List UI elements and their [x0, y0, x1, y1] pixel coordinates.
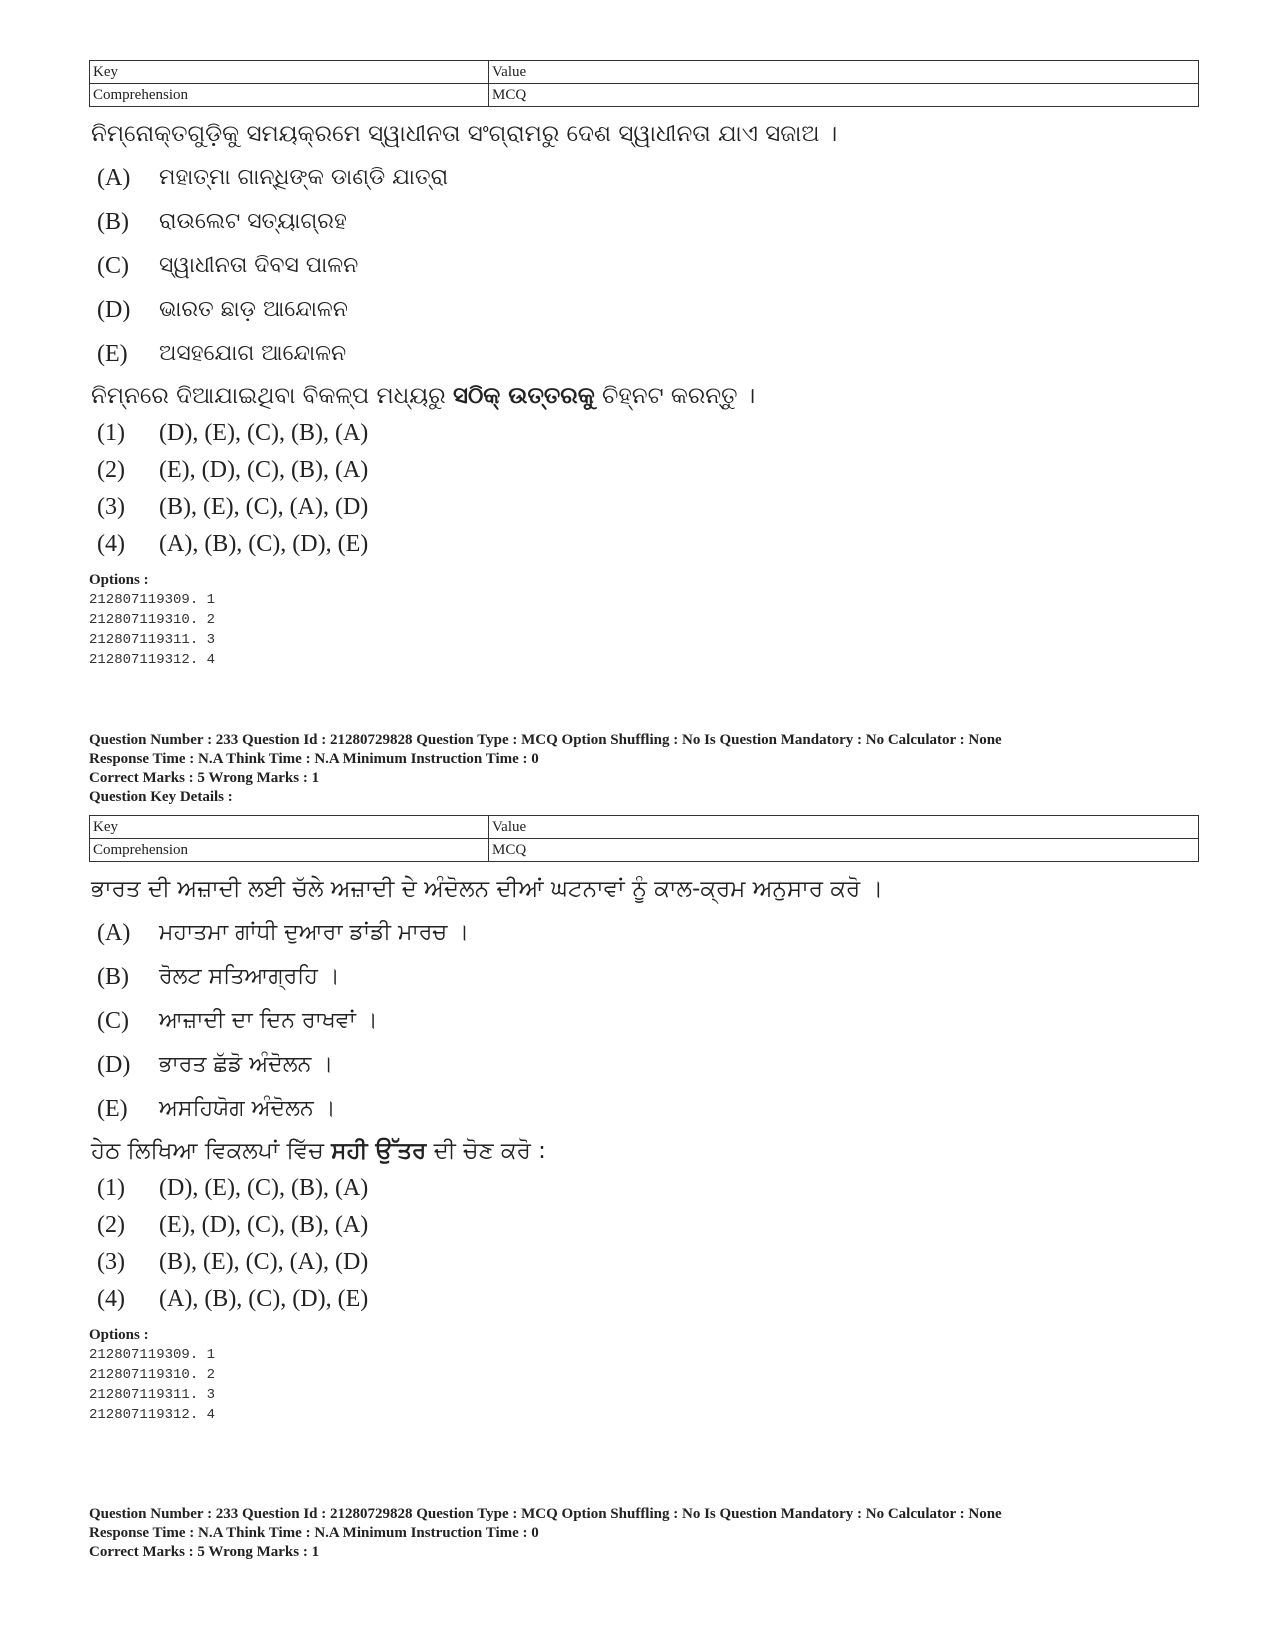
- options-heading: Options :: [89, 572, 149, 588]
- answer-text: (B), (E), (C), (A), (D): [159, 1249, 369, 1275]
- option-id: 212807119310. 2: [89, 612, 216, 628]
- item-text: ਭਾਰਤ ਛੱਡੋ ਅੰਦੋਲਨ ।: [159, 1052, 334, 1077]
- question-meta: [89, 1505, 1199, 1562]
- question-key-table: [89, 815, 1199, 862]
- item-label: (E): [97, 1096, 128, 1122]
- item-label: (D): [97, 297, 131, 323]
- answer-text: (A), (B), (C), (D), (E): [159, 531, 369, 557]
- answer-label: (2): [97, 1212, 125, 1238]
- option-id: 212807119311. 3: [89, 1387, 216, 1403]
- answer-text: (A), (B), (C), (D), (E): [159, 1286, 369, 1312]
- answer-label: (3): [97, 1249, 125, 1275]
- item-text: ମହାତ୍ମା ଗାନ୍ଧିଙ୍କ ଡାଣ୍ଡି ଯାତ୍ରା: [159, 165, 449, 190]
- instruction-post: ਦੀ ਚੋਣ ਕਰੋ :: [426, 1138, 546, 1164]
- answer-label: (1): [97, 1175, 125, 1201]
- answer-label: (4): [97, 1286, 125, 1312]
- item-label: (C): [97, 253, 129, 279]
- table-key-header: Key: [90, 61, 489, 84]
- option-id: 212807119311. 3: [89, 632, 216, 648]
- table-value-header: Value: [489, 61, 1199, 84]
- answer-choice: [97, 418, 1199, 448]
- answer-text: (E), (D), (C), (B), (A): [159, 457, 369, 483]
- instruction-bold: ਸਹੀ ਉੱਤਰ: [331, 1138, 427, 1164]
- question-text: ਭਾਰਤ ਦੀ ਅਜ਼ਾਦੀ ਲਈ ਚੱਲੇ ਅਜ਼ਾਦੀ ਦੇ ਅੰਦੋਲਨ ਦੀਆਂ ਘਟਨਾਵਾਂ ਨੂੰ ਕਾਲ-ਕ੍ਰਮ ਅਨੁਸਾਰ ਕਰੋ ।: [91, 876, 884, 902]
- table-value-cell: MCQ: [489, 839, 1199, 862]
- list-item: [97, 163, 1199, 193]
- table-value-header: Value: [489, 816, 1199, 839]
- answer-choice: [97, 1210, 1199, 1240]
- answer-label: (2): [97, 457, 125, 483]
- item-text: ସ୍ୱାଧୀନତା ଦିବସ ପାଳନ: [159, 253, 359, 278]
- item-text: ରାଉଲେଟ ସତ୍ୟାଗ୍ରହ: [159, 209, 347, 234]
- item-text: ଭାରତ ଛାଡ଼ ଆନ୍ଦୋଳନ: [159, 297, 348, 322]
- item-label: (D): [97, 1052, 131, 1078]
- answer-text: (E), (D), (C), (B), (A): [159, 1212, 369, 1238]
- option-id: 212807119312. 4: [89, 652, 216, 668]
- table-key-cell: Comprehension: [90, 839, 489, 862]
- meta-line: Question Number : 233 Question Id : 21280729828 Question Type : MCQ Option Shuffling : No Is Question Mandatory : No Calculator : None: [89, 732, 1002, 748]
- options-heading: Options :: [89, 1327, 149, 1343]
- item-label: (C): [97, 1008, 129, 1034]
- option-id: 212807119309. 1: [89, 1347, 216, 1363]
- item-text: ਰੋਲਟ ਸਤਿਆਗ੍ਰਹਿ ।: [159, 964, 340, 989]
- question-block-punjabi: [89, 815, 1199, 1425]
- table-key-cell: Comprehension: [90, 84, 489, 107]
- meta-line: Response Time : N.A Think Time : N.A Minimum Instruction Time : 0: [89, 751, 539, 767]
- answer-text: (B), (E), (C), (A), (D): [159, 494, 369, 520]
- answer-choice: [97, 1173, 1199, 1203]
- instruction-post: ଚିହ୍ନଟ କରନ୍ତୁ ।: [594, 383, 756, 409]
- answer-text: (D), (E), (C), (B), (A): [159, 420, 369, 446]
- list-item: [97, 1094, 1199, 1124]
- answer-choice: [97, 492, 1199, 522]
- list-item: [97, 295, 1199, 325]
- item-label: (E): [97, 341, 128, 367]
- instruction-pre: ਹੇਠ ਲਿਖਿਆ ਵਿਕਲਪਾਂ ਵਿੱਚ: [91, 1138, 332, 1164]
- question-text: ନିମ୍ନୋକ୍ତଗୁଡ଼ିକୁ ସମୟକ୍ରମେ ସ୍ୱାଧୀନତା ସଂଗ୍ରାମରୁ ଦେଶ ସ୍ୱାଧୀନତା ଯାଏ ସଜାଅ ।: [91, 121, 838, 147]
- option-id: 212807119310. 2: [89, 1367, 216, 1383]
- meta-line: Correct Marks : 5 Wrong Marks : 1: [89, 1544, 320, 1560]
- answer-choice: [97, 529, 1199, 559]
- item-label: (A): [97, 920, 131, 946]
- list-item: [97, 962, 1199, 992]
- option-id: 212807119312. 4: [89, 1407, 216, 1423]
- answer-label: (3): [97, 494, 125, 520]
- answer-text: (D), (E), (C), (B), (A): [159, 1175, 369, 1201]
- item-text: ଅସହଯୋଗ ଆନ୍ଦୋଳନ: [159, 341, 347, 366]
- instruction-pre: ନିମ୍ନରେ ଦିଆଯାଇଥିବା ବିକଳ୍ପ ମଧ୍ୟରୁ: [91, 383, 453, 409]
- instruction-text: [91, 1136, 1199, 1166]
- table-value-cell: MCQ: [489, 84, 1199, 107]
- question-key-table: [89, 60, 1199, 107]
- table-key-header: Key: [90, 816, 489, 839]
- item-label: (A): [97, 165, 131, 191]
- item-text: ਅਸਹਿਯੋਗ ਅੰਦੋਲਨ ।: [159, 1096, 336, 1121]
- answer-label: (1): [97, 420, 125, 446]
- answer-choice: [97, 1284, 1199, 1314]
- answer-choice: [97, 1247, 1199, 1277]
- list-item: [97, 1006, 1199, 1036]
- meta-line: Question Number : 233 Question Id : 21280729828 Question Type : MCQ Option Shuffling : No Is Question Mandatory : No Calculator : None: [89, 1506, 1002, 1522]
- list-item: [97, 339, 1199, 369]
- meta-line: Question Key Details :: [89, 789, 233, 805]
- list-item: [97, 251, 1199, 281]
- item-text: ਮਹਾਤਮਾ ਗਾਂਧੀ ਦੁਆਰਾ ਡਾਂਡੀ ਮਾਰਚ ।: [159, 920, 470, 945]
- question-block-odia: [89, 60, 1199, 670]
- instruction-bold: ସଠିକ୍ ଉତ୍ତରକୁ: [452, 383, 595, 409]
- option-id: 212807119309. 1: [89, 592, 216, 608]
- item-text: ਆਜ਼ਾਦੀ ਦਾ ਦਿਨ ਰਾਖਵਾਂ ।: [159, 1008, 378, 1033]
- answer-choice: [97, 455, 1199, 485]
- meta-line: Correct Marks : 5 Wrong Marks : 1: [89, 770, 320, 786]
- question-meta: [89, 731, 1199, 807]
- item-label: (B): [97, 209, 129, 235]
- list-item: [97, 1050, 1199, 1080]
- answer-label: (4): [97, 531, 125, 557]
- item-label: (B): [97, 964, 129, 990]
- list-item: [97, 918, 1199, 948]
- meta-line: Response Time : N.A Think Time : N.A Minimum Instruction Time : 0: [89, 1525, 539, 1541]
- list-item: [97, 207, 1199, 237]
- instruction-text: [91, 381, 1199, 411]
